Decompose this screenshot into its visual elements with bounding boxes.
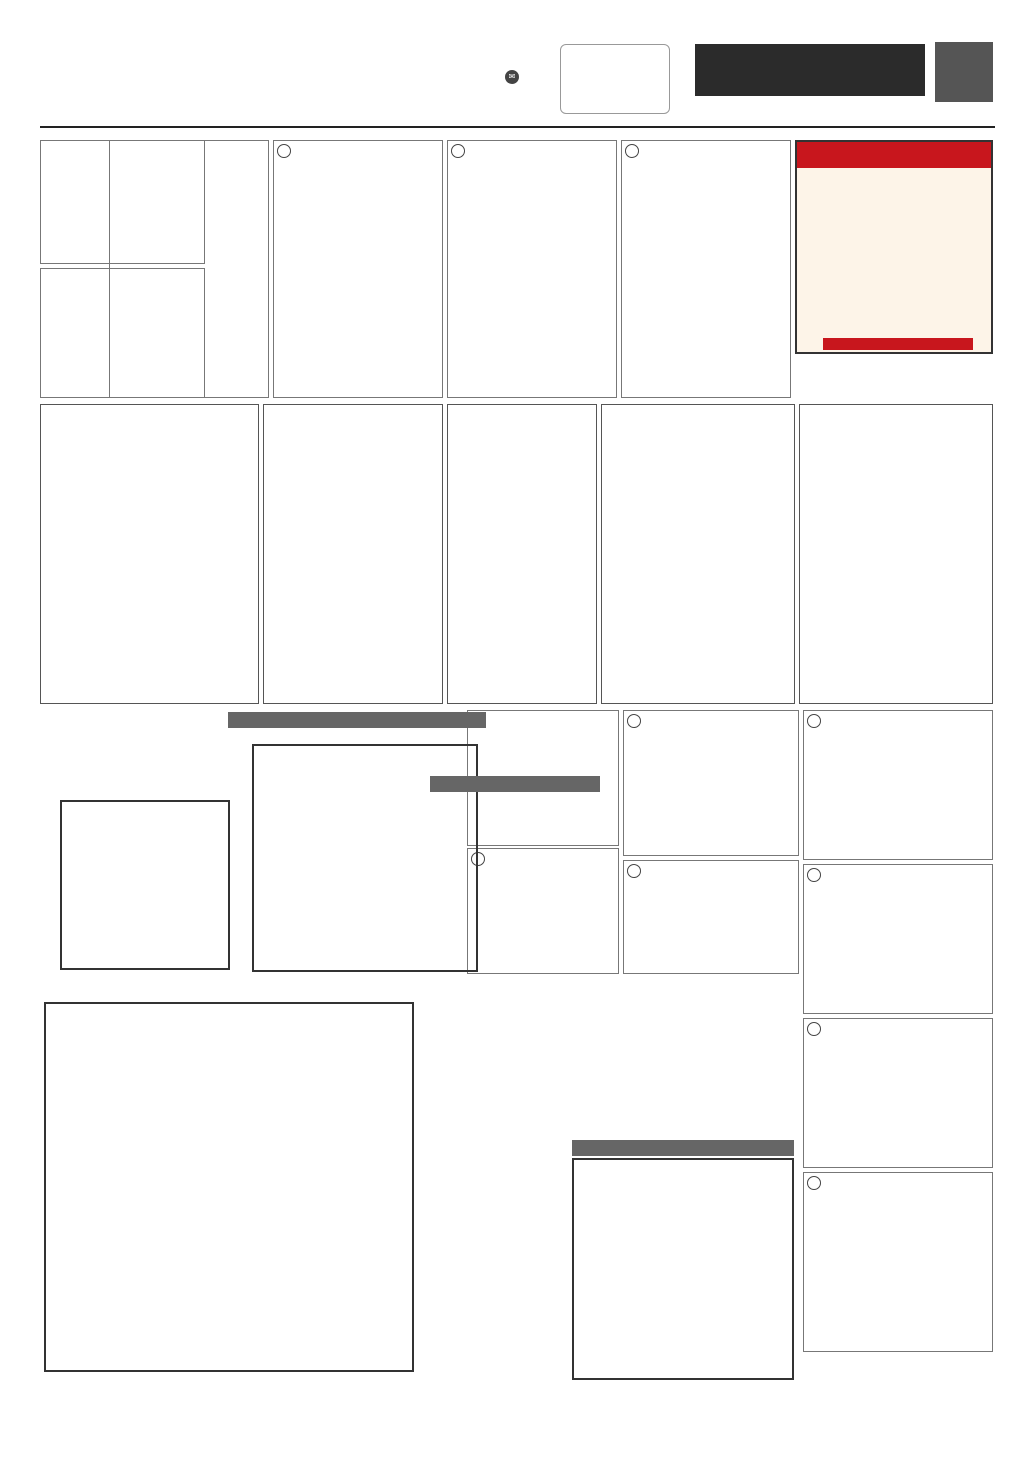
newspaper-logo[interactable] xyxy=(695,44,925,96)
ad-box xyxy=(803,864,993,1014)
crossword-grid[interactable] xyxy=(44,1002,414,1372)
crossword-bottom-clues xyxy=(44,1376,424,1438)
seal-icon xyxy=(625,144,639,158)
ad-box xyxy=(601,404,795,704)
logo-url[interactable] xyxy=(695,92,925,102)
sms-icon: ✉ xyxy=(505,70,519,84)
ad-box xyxy=(40,140,205,264)
sudoku-title xyxy=(228,712,486,728)
sudoku-answer-title xyxy=(60,756,230,772)
crossword-answer-title xyxy=(572,1140,794,1156)
crossword-row-numbers xyxy=(414,1002,426,1372)
seal-icon xyxy=(807,714,821,728)
seal-icon xyxy=(277,144,291,158)
ad-box xyxy=(803,710,993,860)
ad-box xyxy=(803,1018,993,1168)
crossword-answer-grid xyxy=(572,1158,794,1380)
crossword-column-numbers xyxy=(44,988,414,1000)
seal-icon xyxy=(451,144,465,158)
crossword-across xyxy=(594,796,752,1136)
ad-box xyxy=(799,404,993,704)
ad-box xyxy=(273,140,443,398)
ad-box xyxy=(447,404,597,704)
ad-box xyxy=(40,268,205,398)
sms-number xyxy=(420,44,530,58)
seal-icon xyxy=(807,868,821,882)
info-box xyxy=(560,44,670,114)
tender-signature xyxy=(823,338,973,350)
seal-icon xyxy=(627,714,641,728)
crossword-down xyxy=(430,796,590,1356)
ad-box xyxy=(263,404,443,704)
seal-icon xyxy=(807,1176,821,1190)
crossword-title xyxy=(430,776,600,792)
tender-title-bar xyxy=(797,142,991,168)
issue-info xyxy=(695,108,925,122)
tender-body xyxy=(797,168,991,352)
ad-box xyxy=(621,140,791,398)
tender-ad xyxy=(795,140,993,354)
page-number xyxy=(935,42,993,102)
sudoku-answer-grid xyxy=(60,800,230,970)
ad-box xyxy=(803,1172,993,1352)
seal-icon xyxy=(807,1022,821,1036)
ad-box xyxy=(40,404,259,704)
ad-box xyxy=(447,140,617,398)
